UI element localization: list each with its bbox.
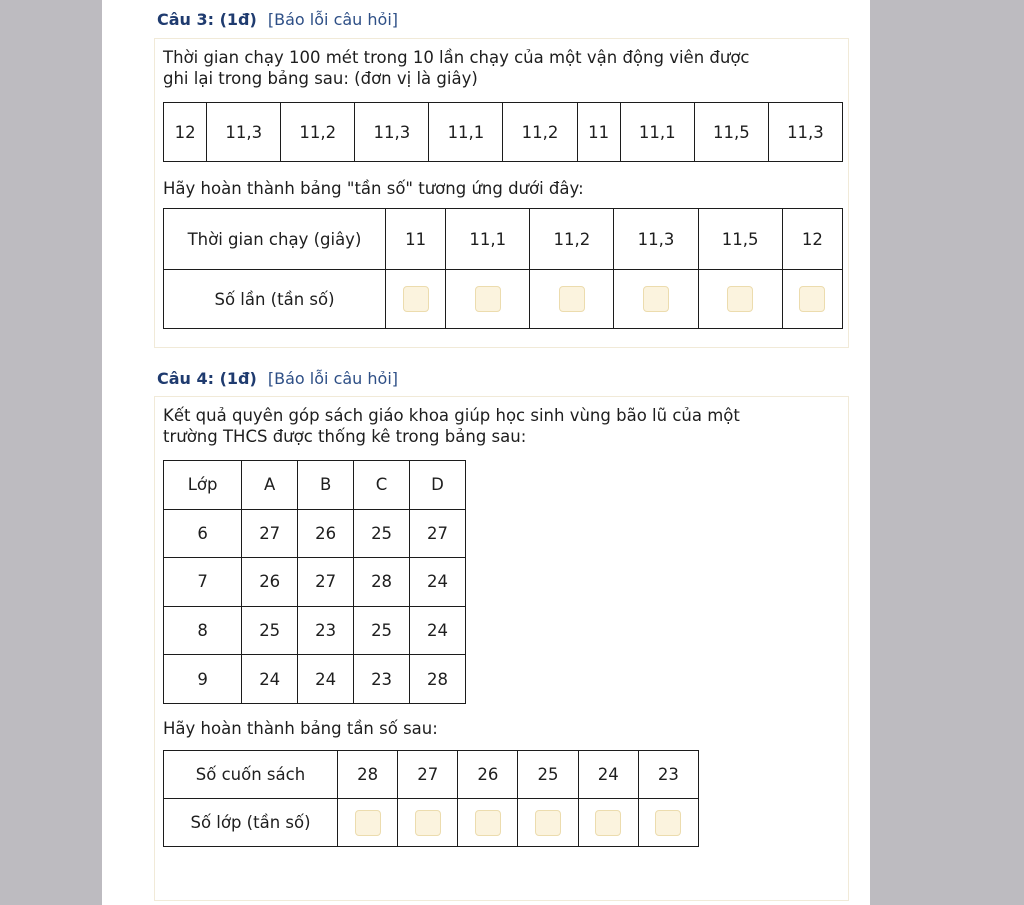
- q4-cell: 27: [298, 558, 354, 607]
- q3-freq-answer-row: [164, 270, 843, 329]
- q3-header: [157, 10, 398, 29]
- q3-freq-header-cell: 11,1: [446, 209, 530, 270]
- q4-report-link[interactable]: [Báo lỗi câu hỏi]: [267, 369, 399, 388]
- q3-freq-header-cell: 11,2: [530, 209, 614, 270]
- q4-cell: 8: [164, 606, 242, 655]
- q3-data-cell: 11,3: [768, 103, 842, 162]
- q4-cell: 25: [354, 509, 410, 558]
- q4-cell: 24: [242, 655, 298, 704]
- q3-data-cell: 11,2: [503, 103, 577, 162]
- q3-freq-header-label: Thời gian chạy (giây): [164, 209, 386, 270]
- q4-freq-answer-row: [164, 799, 699, 847]
- q3-freq-row-label: Số lần (tần số): [164, 270, 386, 329]
- q3-text: [163, 47, 843, 89]
- q3-data-cell: 11,3: [355, 103, 429, 162]
- q4-header-cell: C: [354, 461, 410, 510]
- q3-answer-cell: [530, 270, 614, 329]
- q4-freq-row-label: Số lớp (tần số): [164, 799, 338, 847]
- q4-freq-header-cell: 27: [398, 751, 458, 799]
- q3-text-line2: ghi lại trong bảng sau: (đơn vị là giây): [163, 69, 478, 88]
- q4-answer-input[interactable]: [415, 810, 441, 836]
- q3-answer-cell: [782, 270, 842, 329]
- q3-number: Câu 3: (1đ): [157, 10, 257, 29]
- q3-answer-input[interactable]: [475, 286, 501, 312]
- q4-cell: 26: [298, 509, 354, 558]
- q4-cell: 26: [242, 558, 298, 607]
- q4-header-row: [164, 461, 466, 510]
- q3-data-cell: 12: [164, 103, 207, 162]
- q4-cell: 7: [164, 558, 242, 607]
- q4-cell: 25: [242, 606, 298, 655]
- q4-answer-input[interactable]: [655, 810, 681, 836]
- q3-freq-header-row: [164, 209, 843, 270]
- q3-data-row: [164, 103, 843, 162]
- q3-answer-input[interactable]: [559, 286, 585, 312]
- q4-freq-header-row: [164, 751, 699, 799]
- q4-answer-cell: [338, 799, 398, 847]
- q3-freq-header-cell: 12: [782, 209, 842, 270]
- q4-header-cell: A: [242, 461, 298, 510]
- q3-data-cell: 11,3: [207, 103, 281, 162]
- q4-cell: 9: [164, 655, 242, 704]
- q4-freq-header-cell: 26: [458, 751, 518, 799]
- q3-answer-cell: [614, 270, 698, 329]
- q3-instruction: Hãy hoàn thành bảng "tần số" tương ứng dưới đây:: [163, 179, 584, 198]
- q4-cell: 24: [410, 558, 466, 607]
- q3-answer-input[interactable]: [643, 286, 669, 312]
- q3-data-cell: 11,5: [694, 103, 768, 162]
- q3-freq-header-cell: 11,3: [614, 209, 698, 270]
- q4-number: Câu 4: (1đ): [157, 369, 257, 388]
- q4-table-row: [164, 509, 466, 558]
- q4-cell: 24: [410, 606, 466, 655]
- q4-answer-input[interactable]: [535, 810, 561, 836]
- q3-data-cell: 11: [577, 103, 620, 162]
- q4-instruction: Hãy hoàn thành bảng tần số sau:: [163, 719, 438, 738]
- q4-text: [163, 405, 843, 447]
- q3-data-cell: 11,1: [429, 103, 503, 162]
- q4-cell: 24: [298, 655, 354, 704]
- q4-cell: 27: [410, 509, 466, 558]
- q3-report-link[interactable]: [Báo lỗi câu hỏi]: [267, 10, 399, 29]
- q3-data-cell: 11,2: [281, 103, 355, 162]
- q4-text-line1: Kết quả quyên góp sách giáo khoa giúp học sinh vùng bão lũ của một: [163, 406, 740, 425]
- q3-data-table: [163, 102, 843, 162]
- q3-answer-cell: [698, 270, 782, 329]
- q4-header-cell: D: [410, 461, 466, 510]
- q4-cell: 23: [298, 606, 354, 655]
- q4-cell: 27: [242, 509, 298, 558]
- q4-answer-input[interactable]: [475, 810, 501, 836]
- q4-cell: 23: [354, 655, 410, 704]
- q4-freq-header-cell: 24: [578, 751, 638, 799]
- q4-answer-cell: [638, 799, 698, 847]
- q4-cell: 28: [410, 655, 466, 704]
- q3-answer-input[interactable]: [403, 286, 429, 312]
- q4-answer-cell: [518, 799, 578, 847]
- q4-cell: 28: [354, 558, 410, 607]
- exam-page: [102, 0, 870, 905]
- q4-cell: 6: [164, 509, 242, 558]
- q3-answer-input[interactable]: [727, 286, 753, 312]
- q3-answer-cell: [386, 270, 446, 329]
- q4-header-cell: Lớp: [164, 461, 242, 510]
- q4-freq-header-cell: 28: [338, 751, 398, 799]
- q3-text-line1: Thời gian chạy 100 mét trong 10 lần chạy của một vận động viên được: [163, 48, 750, 67]
- q4-header-cell: B: [298, 461, 354, 510]
- q3-freq-header-cell: 11,5: [698, 209, 782, 270]
- q3-freq-header-cell: 11: [386, 209, 446, 270]
- q4-answer-cell: [398, 799, 458, 847]
- q4-cell: 25: [354, 606, 410, 655]
- q4-answer-cell: [458, 799, 518, 847]
- q4-answer-input[interactable]: [355, 810, 381, 836]
- q4-answer-cell: [578, 799, 638, 847]
- q3-data-cell: 11,1: [620, 103, 694, 162]
- q3-answer-input[interactable]: [799, 286, 825, 312]
- q4-freq-header-label: Số cuốn sách: [164, 751, 338, 799]
- q4-freq-header-cell: 25: [518, 751, 578, 799]
- q4-table-row: [164, 655, 466, 704]
- q4-table-row: [164, 606, 466, 655]
- q3-answer-cell: [446, 270, 530, 329]
- q4-text-line2: trường THCS được thống kê trong bảng sau:: [163, 427, 527, 446]
- q4-data-table: [163, 460, 466, 704]
- q4-answer-input[interactable]: [595, 810, 621, 836]
- q3-frequency-table: [163, 208, 843, 329]
- q4-freq-header-cell: 23: [638, 751, 698, 799]
- q4-frequency-table: [163, 750, 699, 847]
- q4-table-row: [164, 558, 466, 607]
- q4-header: [157, 369, 398, 388]
